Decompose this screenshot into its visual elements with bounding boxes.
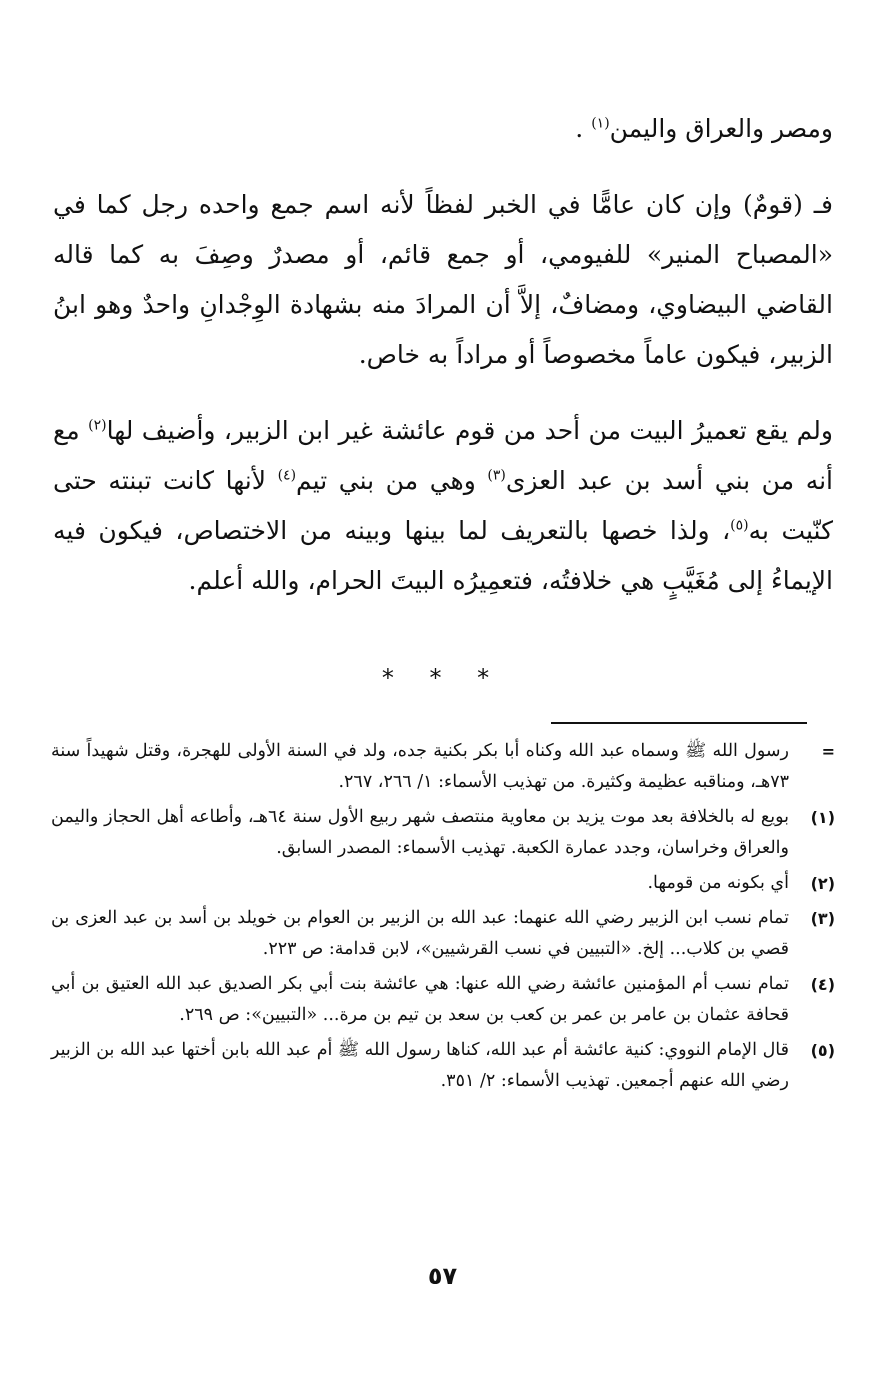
paragraph-0 [53,104,833,154]
footnote-ref-2[interactable]: (٢) [88,417,107,434]
footnotes [51,736,835,1101]
footnote-divider [551,722,807,724]
footnote-1 [51,802,835,864]
footnote-text: تمام نسب ابن الزبير رضي الله عنهما: عبد الله بن الزبير بن العوام بن خويلد بن أسد بن عبد العزى بن قصي بن كلاب... إلخ. «التبيين في نسب القرشيين»، لابن قدامة: ص ٢٢٣. [51,908,789,959]
line0-end: . [575,114,584,143]
para2-seg-c: وهي من بني تيم [296,466,488,495]
footnote-3 [51,903,835,965]
footnote-number: = [821,742,835,761]
footnote-text: أي بكونه من قومها. [647,873,789,893]
para1-text: فـ (قومٌ) وإن كان عامًّا في الخبر لفظاً لأنه اسم جمع واحده رجل كما في «المصباح المنير» للفيومي، أو جمع قائم، أو مصدرٌ وصِفَ به كما قاله القاضي البيضاوي، ومضافٌ، إلاَّ أن المرادَ منه بشهادة الوِجْدانِ واحدٌ وهو ابنُ الزبير، فيكون عاماً مخصوصاً أو مراداً به خاص. [53,190,834,369]
section-separator: * * * [381,664,504,692]
line0-text: ومصر والعراق واليمن [609,114,833,143]
para2-seg-b: مع أنه من بني أسد بن عبد العزى [53,416,833,495]
footnote-ref-5[interactable]: (٥) [730,517,749,534]
footnote-ref-4[interactable]: (٤) [277,467,297,484]
footnote-number: (٢) [810,874,835,893]
paragraph-2 [53,406,833,606]
main-text [53,104,833,606]
para2-seg-d: لأنها كانت تبنته حتى كنّيت به [53,466,833,545]
footnote-ref-1[interactable]: (١) [591,115,610,132]
footnote-number: (٣) [810,909,835,928]
footnote-2 [51,868,835,899]
footnote-text: بويع له بالخلافة بعد موت يزيد بن معاوية منتصف شهر ربيع الأول سنة ٦٤هـ، وأطاعه أهل الحجاز واليمن والعراق وخراسان، وجدد عمارة الكعبة. تهذيب الأسماء: المصدر السابق. [51,807,789,858]
footnote-4 [51,969,835,1031]
footnote-number: (١) [810,808,835,827]
footnote-text: رسول الله ﷺ وسماه عبد الله وكناه أبا بكر بكنية جده، ولد في السنة الأولى للهجرة، وقتل شهيداً سنة ٧٣هـ، ومناقبه عظيمة وكثيرة. من تهذيب الأسماء: ١/ ٢٦٦، ٢٦٧. [51,741,789,792]
footnote-number: (٤) [810,975,835,994]
footnote-text: قال الإمام النووي: كنية عائشة أم عبد الله، كناها رسول الله ﷺ أم عبد الله بابن أختها عبد الله بن الزبير رضي الله عنهم أجمعين. تهذيب الأسماء: ٢/ ٣٥١. [51,1040,789,1091]
footnote-number: (٥) [810,1041,835,1060]
footnote-5 [51,1035,835,1097]
footnote-ref-3[interactable]: (٣) [487,467,506,484]
paragraph-1 [53,180,833,380]
footnote-continued [51,736,835,798]
para2-seg-e: ، ولذا خصها بالتعريف لما بينها وبينه من الاختصاص، فيكون فيه الإيماءُ إلى مُغَيَّبٍ هي خلافتُه، فتعمِيرُه البيتَ الحرام، والله أعلم. [53,516,833,595]
footnote-text: تمام نسب أم المؤمنين عائشة رضي الله عنها: هي عائشة بنت أبي بكر الصديق عبد الله العتيق بن أبي قحافة عثمان بن عامر بن عمر بن كعب بن سعد بن تيم بن مرة... «التبيين»: ص ٢٦٩. [51,974,789,1025]
para2-seg-a: ولم يقع تعميرُ البيت من أحد من قوم عائشة غير ابن الزبير، وأضيف لها [106,416,833,445]
page-number: ٥٧ [427,1262,458,1290]
